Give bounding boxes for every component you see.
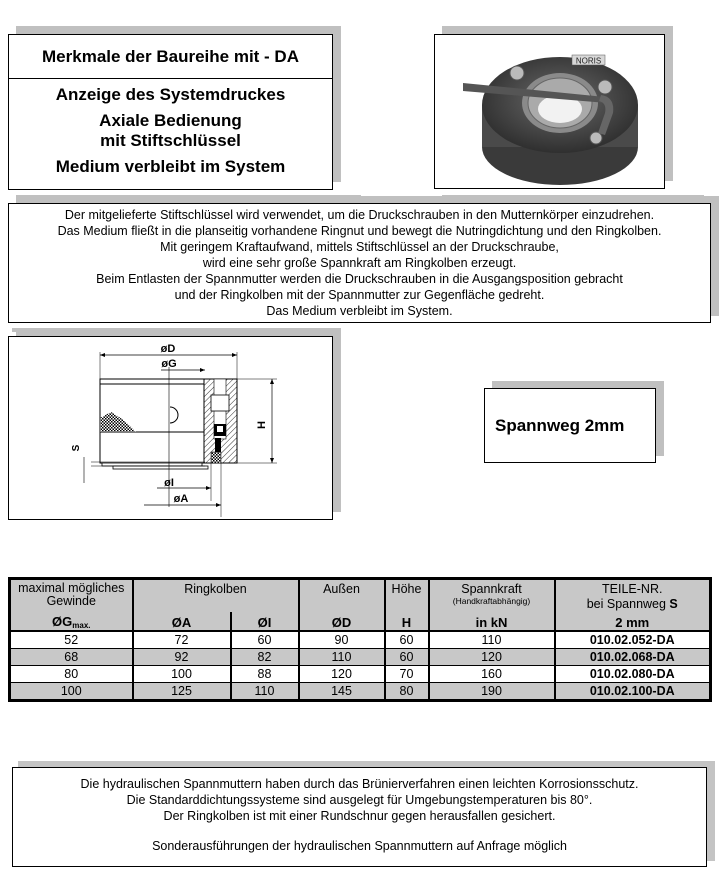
spannweg-label: Spannweg 2mm: [495, 415, 625, 435]
technical-drawing: [8, 336, 333, 520]
cell-D: 110: [299, 649, 385, 666]
symbol-A: ØA: [133, 612, 231, 631]
symbol-D: ØD: [299, 612, 385, 631]
table-row: [10, 631, 711, 649]
cell-G: 100: [10, 683, 133, 701]
table-row: [10, 666, 711, 683]
spec-table: [8, 577, 712, 702]
cell-I: 110: [231, 683, 299, 701]
cell-I: 88: [231, 666, 299, 683]
features-list: [9, 79, 332, 183]
description-line: Mit geringem Kraftaufwand, mittels Stiftschlüssel an der Druckschraube,: [160, 240, 559, 254]
cell-kN: 160: [429, 666, 555, 683]
cross-section-drawing-icon: [9, 337, 332, 519]
spannkraft-note: (Handkraftabhängig): [452, 596, 531, 606]
cell-H: 80: [385, 683, 429, 701]
description-line: Der mitgelieferte Stiftschlüssel wird verwendet, um die Druckschrauben in den Mutternkörper einzudrehen.: [64, 208, 655, 222]
feature-item: Medium verbleibt im System: [55, 157, 286, 176]
cell-D: 90: [299, 631, 385, 649]
table-header-row: [10, 579, 711, 613]
cell-G: 68: [10, 649, 133, 666]
description-line: Das Medium fließt in die planseitig vorhandene Ringnut und bewegt die Nutringdichtung und den Ringkolben.: [57, 224, 662, 238]
header-gewinde: maximal mögliches Gewinde: [10, 579, 133, 613]
cell-kN: 120: [429, 649, 555, 666]
symbol-H: H: [385, 612, 429, 631]
cell-G: 52: [10, 631, 133, 649]
cell-part: 010.02.052-DA: [555, 631, 711, 649]
cell-A: 100: [133, 666, 231, 683]
note-line: Der Ringkolben ist mit einer Rundschnur gegen herausfallen gesichert.: [163, 809, 556, 823]
cell-I: 60: [231, 631, 299, 649]
svg-text:S: S: [71, 444, 82, 452]
svg-text:H: H: [256, 421, 268, 429]
features-box: [8, 34, 333, 190]
header-spannkraft: [429, 579, 555, 613]
description-line: wird eine sehr große Spannkraft am Ringkolben erzeugt.: [202, 256, 517, 270]
cell-part: 010.02.068-DA: [555, 649, 711, 666]
cell-D: 120: [299, 666, 385, 683]
description-line: Beim Entlasten der Spannmutter werden die Druckschrauben in die Ausgangsposition gebracht: [96, 272, 623, 286]
cell-A: 92: [133, 649, 231, 666]
cell-H: 70: [385, 666, 429, 683]
features-title: Merkmale der Baureihe mit - DA: [9, 35, 332, 79]
symbol-I: ØI: [231, 612, 299, 631]
header-aussen: Außen: [299, 579, 385, 613]
cell-kN: 110: [429, 631, 555, 649]
notes-box: [12, 767, 707, 867]
spannmutter-photo-icon: [435, 35, 665, 189]
teile-title: TEILE-NR.: [602, 582, 663, 596]
symbol-G: $ØG_{max.}$: [10, 612, 133, 631]
teile-sub: bei Spannweg S: [586, 597, 678, 611]
cell-I: 82: [231, 649, 299, 666]
cell-part: 010.02.080-DA: [555, 666, 711, 683]
note-line: Die Standarddichtungssysteme sind ausgelegt für Umgebungstemperaturen bis 80°.: [126, 793, 593, 807]
table-row: [10, 683, 711, 701]
feature-item: Anzeige des Systemdruckes: [55, 85, 286, 104]
cell-H: 60: [385, 649, 429, 666]
feature-item: [99, 111, 242, 151]
header-hoehe: Höhe: [385, 579, 429, 613]
cell-G: 80: [10, 666, 133, 683]
description-box: [8, 203, 711, 323]
feature-item-line: Axiale Bedienung: [99, 111, 242, 130]
spec-table-container: [8, 577, 712, 702]
cell-part: 010.02.100-DA: [555, 683, 711, 701]
cell-A: 125: [133, 683, 231, 701]
table-symbol-row: [10, 612, 711, 631]
product-photo: [434, 34, 665, 189]
header-teile: [555, 579, 711, 613]
symbol-kN: in kN: [429, 612, 555, 631]
cell-A: 72: [133, 631, 231, 649]
feature-item-line: mit Stiftschlüssel: [100, 131, 241, 150]
table-row: [10, 649, 711, 666]
cell-kN: 190: [429, 683, 555, 701]
description-line: Das Medium verbleibt im System.: [266, 304, 453, 318]
spannkraft-label: Spannkraft: [461, 582, 522, 596]
svg-text:øA: øA: [173, 493, 189, 505]
cell-D: 145: [299, 683, 385, 701]
spannweg-box: [484, 388, 656, 463]
svg-text:øD: øD: [160, 343, 176, 355]
header-ringkolben: Ringkolben: [133, 579, 299, 613]
svg-text:øI: øI: [164, 477, 174, 489]
symbol-2mm: 2 mm: [555, 612, 711, 631]
svg-text:øG: øG: [161, 358, 177, 370]
note-line: Sonderausführungen der hydraulischen Spannmuttern auf Anfrage möglich: [152, 839, 567, 853]
svg-text:NORIS: NORIS: [575, 56, 602, 66]
note-line: Die hydraulischen Spannmuttern haben durch das Brünierverfahren einen leichten Korrosionsschutz.: [80, 777, 639, 791]
cell-H: 60: [385, 631, 429, 649]
description-line: und der Ringkolben mit der Spannmutter zur Gegenfläche gedreht.: [174, 288, 545, 302]
